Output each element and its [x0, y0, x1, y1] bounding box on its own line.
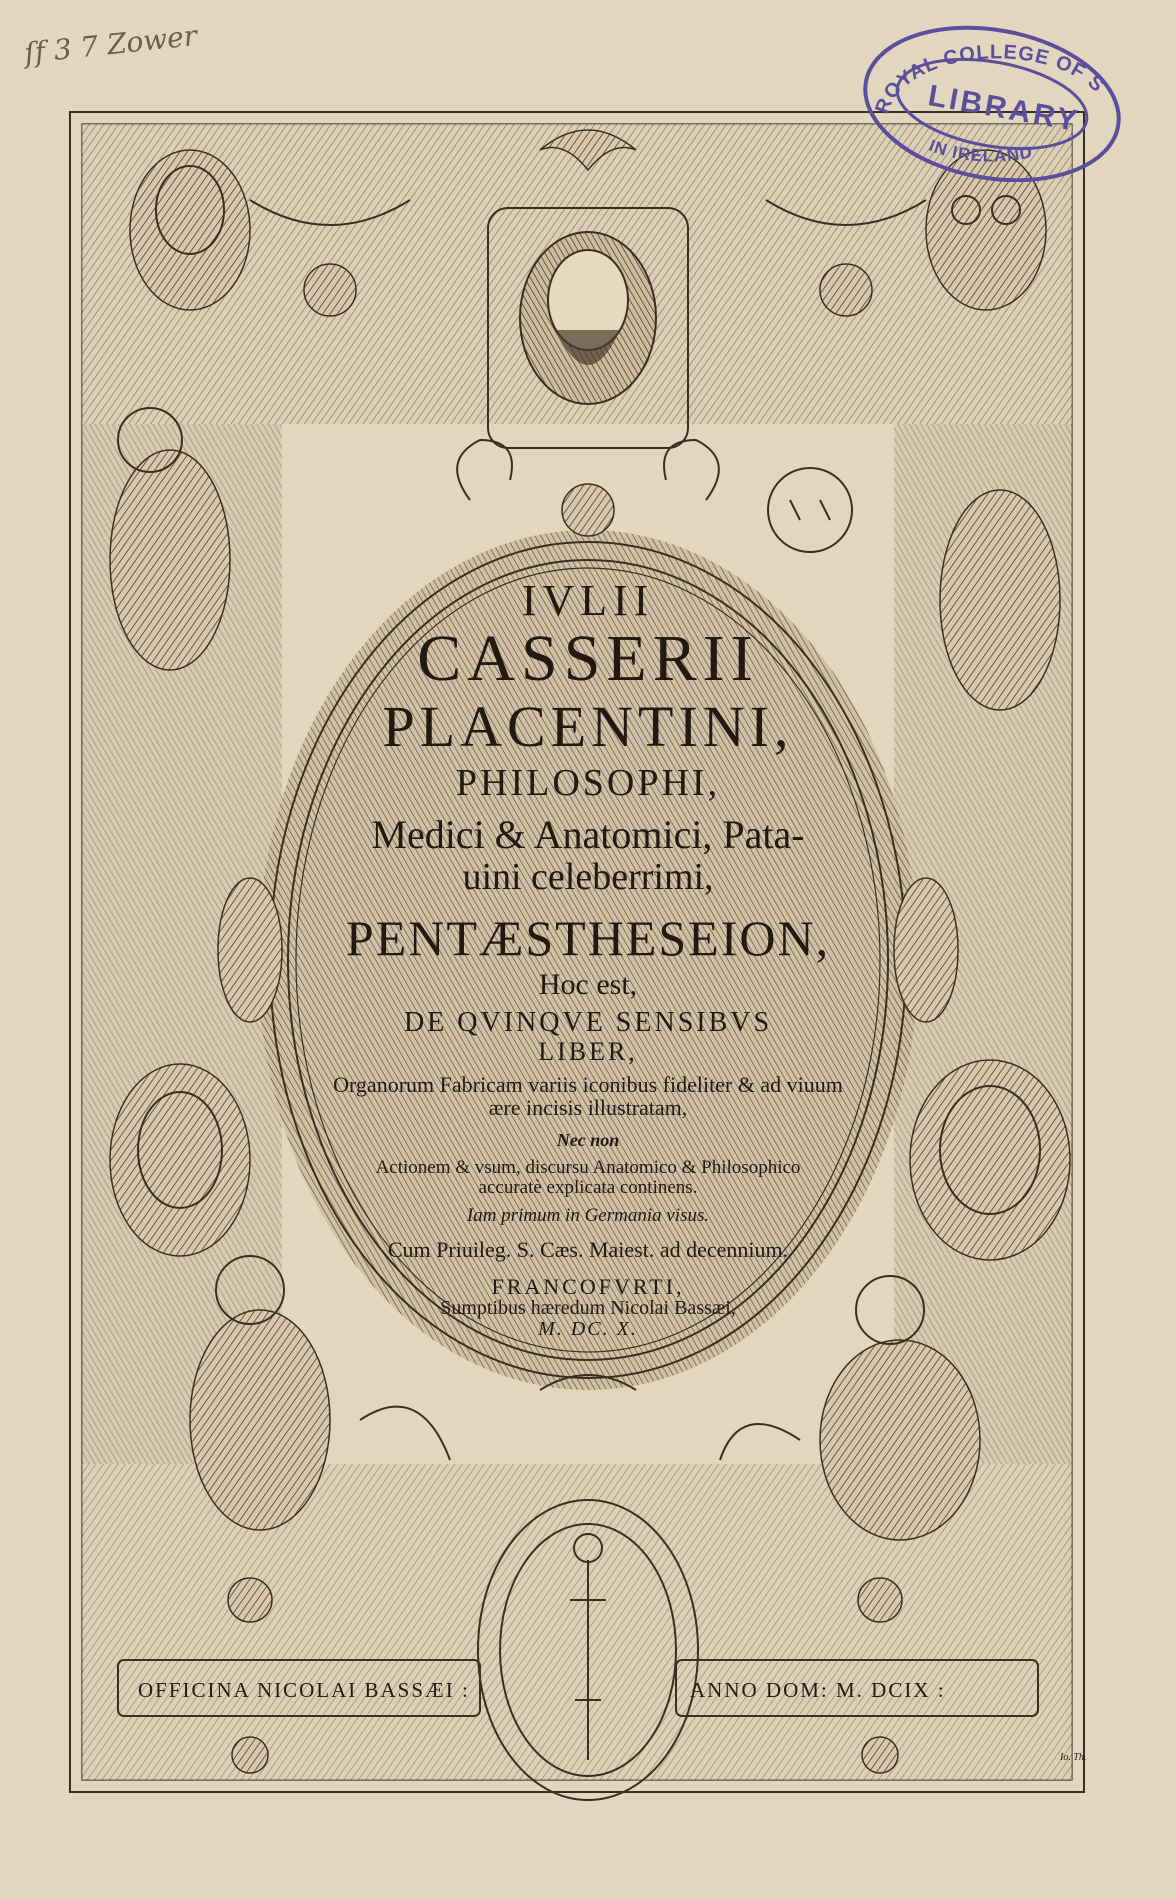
title-line: Organorum Fabricam variis iconibus fideliter & ad viuum [333, 1071, 843, 1097]
title-line: LIBER, [538, 1036, 638, 1066]
engraver-mark: Io. Th. [1060, 1752, 1087, 1763]
stamp-center-text: LIBRARY [925, 79, 1083, 139]
title-line: Nec non [556, 1130, 620, 1151]
stamp-top-text: ROYAL COLLEGE OF S [871, 41, 1109, 117]
title-line: PHILOSOPHI, [455, 762, 721, 805]
svg-text:IN IRELAND [926, 136, 1034, 166]
title-line: accuratè explicata continens. [478, 1176, 698, 1198]
title-line: Iam primum in Germania visus. [466, 1204, 710, 1226]
title-line: Hoc est, [538, 967, 638, 1001]
library-stamp [858, 20, 1126, 182]
title-line: ære incisis illustratam, [488, 1094, 688, 1120]
title-line: PLACENTINI, [382, 694, 794, 760]
stamp-bottom-text: IN IRELAND [926, 135, 1035, 166]
title-line: CASSERII [417, 622, 759, 696]
title-line: uini celeberrimi, [462, 856, 714, 899]
title-line: PENTÆSTHESEION, [345, 910, 831, 967]
handwritten-shelfmark: ſf 3 7 Zower [22, 19, 199, 70]
title-line: DE QVINQVE SENSIBVS [403, 1007, 773, 1039]
imprint-date: M. DC. X. [538, 1317, 638, 1340]
imprint-line: Sumptibus hæredum Nicolai Bassæi, [440, 1296, 736, 1319]
title-text-block [300, 570, 876, 1340]
cartouche-publisher: OFFICINA NICOLAI BASSÆI : [138, 1678, 470, 1702]
imprint-line: FRANCOFVRTI, [491, 1273, 685, 1299]
title-line: Medici & Anatomici, Pata- [371, 812, 805, 858]
title-line: Actionem & vsum, discursu Anatomico & Philosophico [375, 1156, 801, 1178]
title-line: Cum Priuileg. S. Cæs. Maiest. ad decennium. [387, 1236, 789, 1262]
title-line: IVLII [521, 576, 655, 625]
cartouche-year: ANNO DOM: M. DCIX : [690, 1678, 946, 1702]
